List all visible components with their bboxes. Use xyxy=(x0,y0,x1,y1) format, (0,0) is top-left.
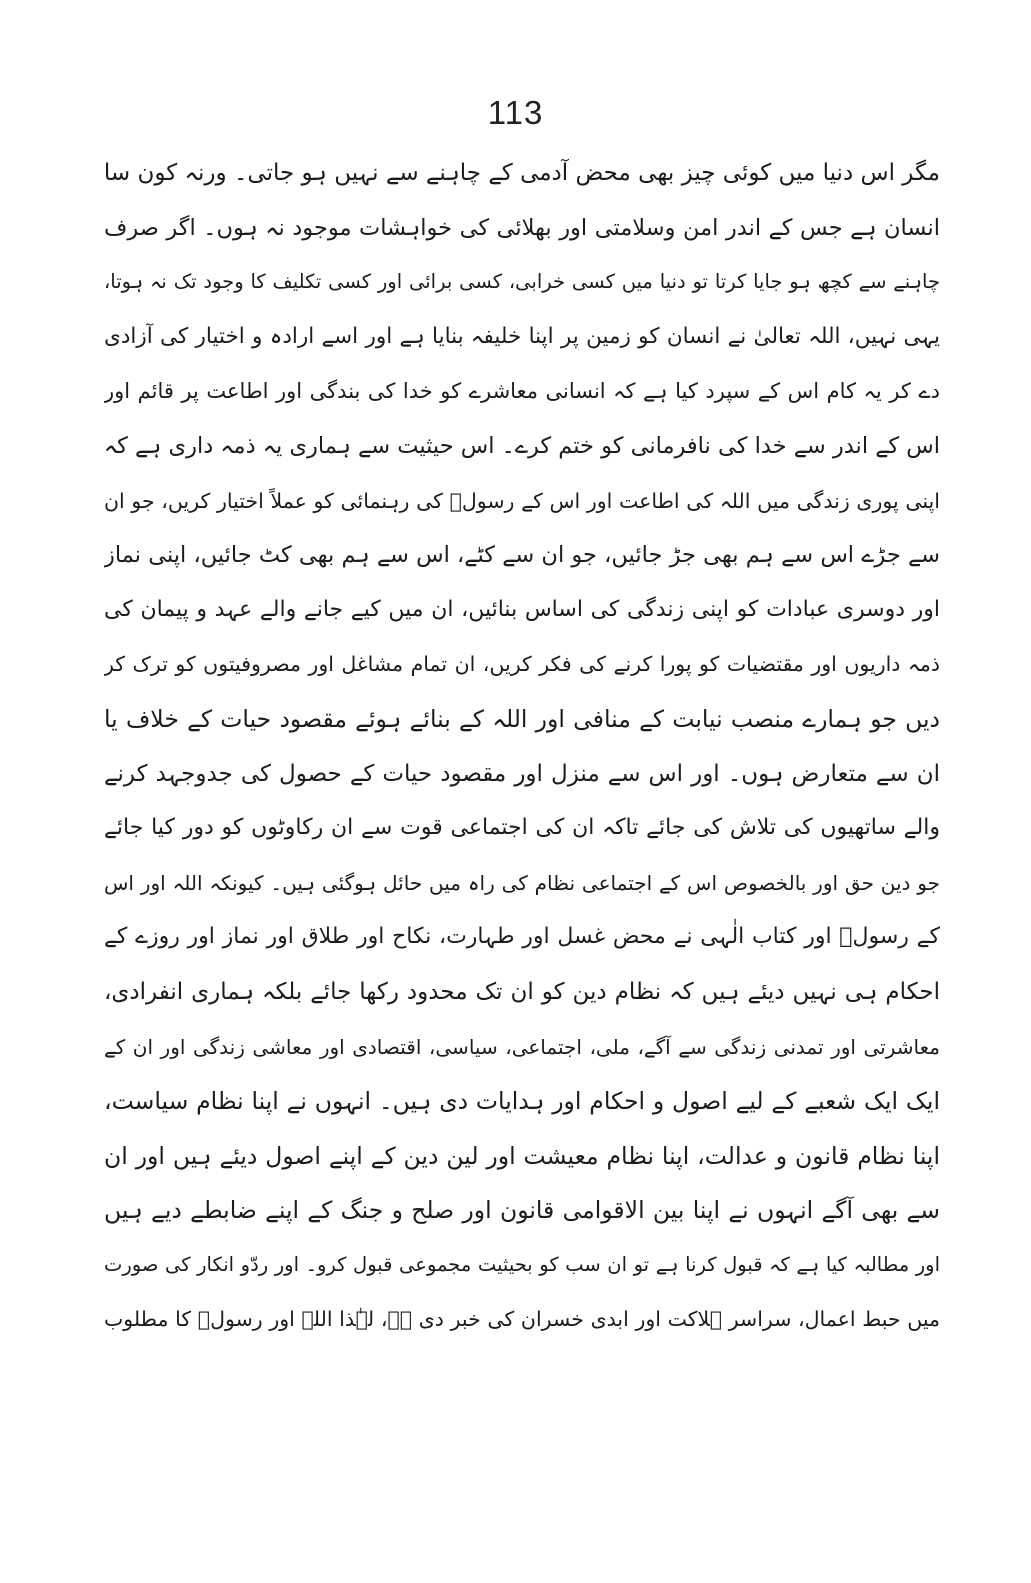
text-line: اس کے اندر سے خدا کی نافرمانی کو ختم کرے۔ اس حیثیت سے ہماری یہ ذمہ داری ہے کہ xyxy=(104,432,940,459)
text-line: اپنا نظام قانون و عدالت، اپنا نظام معیشت اور لین دین کے اپنے اصول دیئے ہیں اور ان xyxy=(104,1141,940,1170)
text-line: ان سے متعارض ہوں۔ اور اس سے منزل اور مقصود حیات کے حصول کی جدوجہد کرنے xyxy=(104,760,940,787)
text-line: مگر اس دنیا میں کوئی چیز بھی محض آدمی کے چاہنے سے نہیں ہو جاتی۔ ورنہ کون سا xyxy=(104,160,940,186)
text-line: والے ساتھیوں کی تلاش کی جائے تاکہ ان کی اجتماعی قوت سے ان رکاوٹوں کو دور کیا جائے xyxy=(104,815,940,841)
text-line: سے جڑے اس سے ہم بھی جڑ جائیں، جو ان سے کٹے، اس سے ہم بھی کٹ جائیں، اپنی نماز xyxy=(104,542,940,569)
text-line: اور دوسری عبادات کو اپنی زندگی کی اساس بنائیں، ان میں کیے جانے والے عہد و پیمان کی xyxy=(104,596,940,622)
body-text xyxy=(104,146,940,1347)
text-line: اپنی پوری زندگی میں اللہ کی اطاعت اور اس کے رسولؐ کی رہنمائی کو عملاً اختیار کریں، جو ان xyxy=(104,488,940,513)
text-line: چاہنے سے کچھ ہو جایا کرتا تو دنیا میں کسی خرابی، کسی برائی اور کسی تکلیف کا وجود تک نہ ہوتا، xyxy=(104,270,940,294)
text-line: انسان ہے جس کے اندر امن وسلامتی اور بھلائی کی خواہشات موجود نہ ہوں۔ اگر صرف xyxy=(104,214,940,241)
text-line: جو دین حق اور بالخصوص اس کے اجتماعی نظام کی راہ میں حائل ہوگئی ہیں۔ کیونکہ اللہ اور اس xyxy=(104,870,940,895)
text-line: میں حبط اعمال، سراسر ہلاکت اور ابدی خسران کی خبر دی ہے، لہٰذا اللہ اور رسولؐ کا مطلوب xyxy=(104,1307,940,1332)
text-line: ایک ایک شعبے کے لیے اصول و احکام اور ہدایات دی ہیں۔ انہوں نے اپنا نظام سیاست، xyxy=(104,1087,940,1116)
text-line: احکام ہی نہیں دیئے ہیں کہ نظام دین کو ان تک محدود رکھا جائے بلکہ ہماری انفرادی، xyxy=(104,978,940,1005)
text-line: ذمہ داریوں اور مقتضیات کو پورا کرنے کی فکر کریں، ان تمام مشاغل اور مصروفیتوں کو ترک کر xyxy=(104,652,940,677)
text-line: معاشرتی اور تمدنی زندگی سے آگے، ملی، اجتماعی، سیاسی، اقتصادی اور معاشی زندگی اور ان کے xyxy=(104,1034,940,1059)
text-line: کے رسولؐ اور کتاب الٰہی نے محض غسل اور طہارت، نکاح اور طلاق اور نماز اور روزے کے xyxy=(104,924,940,950)
page-number: 113 xyxy=(487,94,544,131)
text-line: سے بھی آگے انہوں نے اپنا بین الاقوامی قانون اور صلح و جنگ کے اپنے ضابطے دیے ہیں xyxy=(104,1196,940,1225)
text-line: یہی نہیں، اللہ تعالیٰ نے انسان کو زمین پر اپنا خلیفہ بنایا ہے اور اسے ارادہ و اختیار کی آزادی xyxy=(104,323,940,349)
text-line: اور مطالبہ کیا ہے کہ قبول کرنا ہے تو ان سب کو بحیثیت مجموعی قبول کرو۔ اور ردّو انکار کی صورت xyxy=(104,1252,940,1276)
text-line: دیں جو ہمارے منصب نیابت کے منافی اور اللہ کے بنائے ہوئے مقصود حیات کے خلاف یا xyxy=(104,704,940,733)
text-line: دے کر یہ کام اس کے سپرد کیا ہے کہ انسانی معاشرے کو خدا کی بندگی اور اطاعت پر قائم اور xyxy=(104,379,940,404)
